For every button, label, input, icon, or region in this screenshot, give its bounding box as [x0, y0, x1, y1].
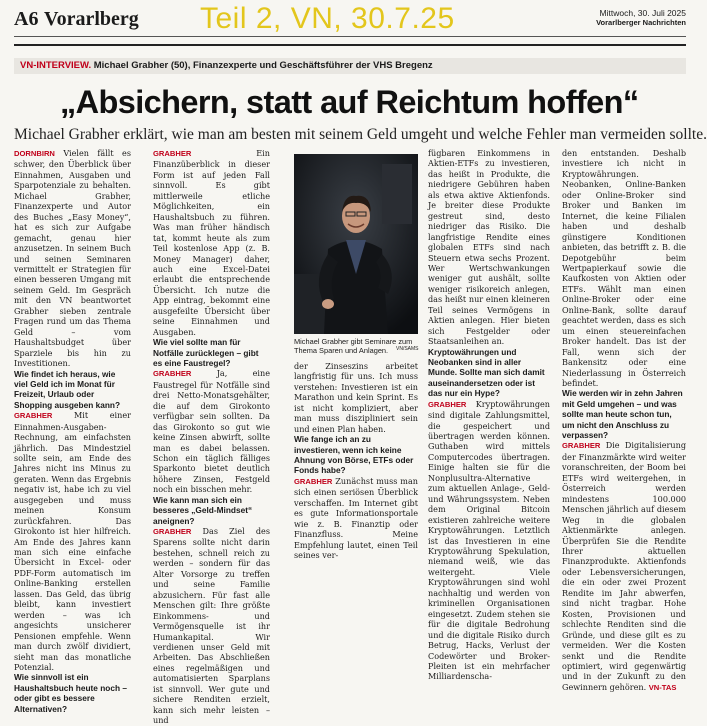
- article-column-4: [428, 148, 550, 682]
- question: Wie sinnvoll ist ein Haushaltsbuch heute noch – oder gibt es bessere Alternativen?: [14, 672, 127, 714]
- answer: Ja, eine Faustregel für Notfälle sind drei Netto-Monatsgehälter, die auf dem Girokonto verfügbar sein sollten. Da das Girokonto so gut wie keine Zinsen abwirft, sollte man es dabei belassen. Schon ein täglich fälliges Sparkonto bietet deutlich höhere Zinsen, Festgeld noch ein bisschen mehr.: [153, 368, 270, 495]
- kicker-bar: [14, 58, 686, 74]
- answer: Das Ziel des Sparens sollte nicht darin bestehen, schnell reich zu werden – sondern für das Alter Vorsorge zu treffen und seine Familie abzusichern. Für fast alle Menschen gilt: Ihre größte Einkommens- und Vermögensquelle ist ihr Humankapital. Wir verdienen unser Geld mit Arbeiten. Das Abschließen eines regelmäßigen und automatisierten Sparplans ist sinnvoll. Wer gute und sichere Renditen erzielt, kann sich mehr leisten – und: [153, 526, 270, 726]
- speaker-label: GRABHER: [428, 399, 467, 409]
- publication-name: Vorarlberger Nachrichten: [596, 18, 686, 27]
- speaker-label: GRABHER: [153, 527, 192, 537]
- answer: Kryptowährungen sind digitale Zahlungsmittel, die gespeichert und übertragen werden können. Guthaben wird mittels Computercodes übertragen. Einige halten sie für die Nonplusultra-Alternative zum aktuellen Anlage-, Geld- und Währungssystem. Neben dem Original Bitcoin existieren zahlreiche weitere Kryptowährungen. Letztlich ist das Investieren in eine Kryptowährung Spekulation, niemand weiß, wie das weitergeht. Viele Kryptowährungen sind wohl nachhaltig und werden von kriminellen Organisationen eingesetzt. Zudem stehen sie für die digitale Bedrohung und die digitale Risiko durch Betrug, Hacks, Verlust der Codewörter und Broker-Pleiten ist ein mehrfacher Milliardenscha-: [428, 398, 550, 682]
- answer: Die Digitalisierung der Finanzmärkte wird weiter voranschreiten, der Boom bei ETFs wird weitergehen, in Österreich werden mindestens 100.000 Menschen jährlich auf diesem Weg in die globalen Aktienmärkte anlegen. Überprüfen Sie die Rendite Ihrer aktuellen Finanzprodukte. Aktienfonds oder Lebensversicherungen, die ein oder zwei Prozent Rendite im Jahr abwerfen, sind nicht tragbar. Hohe Kosten, Provisionen und schlechte Renditen sind die Gründe, und diese gilt es zu vermeiden. Wer die Kosten senkt und die Rendite optimiert, wird gegenwärtig und in der Zukunft zu den Gewinnern gehören.: [562, 440, 686, 692]
- answer: Ein Finanzüberblick in dieser Form ist auf jeden Fall sinnvoll. Es gibt mittlerweile etliche Möglichkeiten, ein Haushaltsbuch zu führen. Was man früher händisch tat, kommt heute als zum Teil kostenlose App (z. B. Money Manager) daher, auch eine Excel-Datei erlaubt die entsprechende Übersicht. Ich nutze die App eintrag, bekommt eine ausgefeilte Übersicht über seine Einnahmen und Ausgaben.: [153, 148, 270, 337]
- question: Kryptowährungen und Neobanken sind in aller Munde. Sollte man sich damit auseinandersetzen oder ist das nur ein Hype?: [428, 346, 545, 399]
- issue-date: Mittwoch, 30. Juli 2025: [599, 8, 686, 18]
- question: Wie findet ich heraus, wie viel Geld ich im Monat für Freizeit, Urlaub oder Shopping ausgeben kann?: [14, 368, 121, 410]
- paragraph: Vielen fällt es schwer, den Überblick über Einnahmen, Ausgaben und Sparpotenziale zu behalten. Michael Grabher, Finanzexperte und Autor des Buches „Easy Money“, hat es sich zur Aufgabe gemacht, genau hier anzusetzen. In seinem Buch und seinen Seminaren vermittelt er Strategien für einen besseren Umgang mit seinem Geld. Im Gespräch mit den VN beantwortet Grabher sieben zentrale Fragen rund um das Thema Geld – vom Haushaltsbudget über Sparziele bis hin zu Investitionen.: [14, 148, 131, 369]
- speaker-label: GRABHER: [294, 476, 333, 486]
- kicker-label: VN-INTERVIEW.: [20, 60, 92, 71]
- paragraph: den entstanden. Deshalb investiere ich nicht in Kryptowährungen. Neobanken, Online-Banken oder Online-Broker sind Broker und Banken im Internet, die keine Filialen haben und deshalb günstigere Konditionen anbieten, das betrifft z. B. die Depotgebühr beim Wertpapierkauf sowie die Kaufkosten von Aktien oder ETFs. Wählt man einen Online-Broker oder eine Online-Bank, sollte darauf geachtet werden, dass es sich um einen steuereinfachen Broker handelt. Das ist der Fall, wenn sich der Bankensitz oder eine Niederlassung in Österreich befindet.: [562, 148, 686, 388]
- speaker-label: GRABHER: [153, 149, 192, 158]
- speaker-photo-image: [294, 154, 418, 334]
- question: Wie werden wir in zehn Jahren mit Geld umgehen – und was sollte man heute schon tun, um nicht den Anschluss zu verpassen?: [562, 388, 683, 441]
- article-column-3: [294, 361, 418, 560]
- photo-credit: VN/SAMS: [396, 346, 419, 352]
- article-column-1: [14, 148, 131, 714]
- handwritten-stamp: Teil 2, VN, 30.7.25: [200, 2, 455, 35]
- question: Wie fange ich an zu investieren, wenn ich keine Ahnung von Börse, ETFs oder Fonds habe?: [294, 434, 414, 476]
- dateline: DORNBIRN: [14, 149, 55, 158]
- author-signoff: VN-TAS: [648, 682, 677, 692]
- article-column-2: [153, 148, 270, 726]
- speaker-label: GRABHER: [562, 441, 601, 451]
- question: Wie kann man sich ein besseres „Geld-Mindset“ aneignen?: [153, 494, 253, 526]
- header-rule: [14, 36, 686, 37]
- page-number: A6: [14, 8, 39, 30]
- subtitle: Michael Grabher erklärt, wie man am besten mit seinem Geld umgeht und welche Fehler man vermeiden sollte.: [14, 126, 707, 143]
- speaker-label: GRABHER: [153, 369, 192, 379]
- answer: Mit einer Einnahmen-Ausgaben-Rechnung, am einfachsten jährlich. Das Mindestziel sollte sein, am Ende des Jahres nicht ins Minus zu geraten. Wenn das Ergebnis negativ ist, habe ich zu viel ausgegeben und muss meinen Konsum zurückfahren. Das Girokonto ist hier hilfreich. Am Ende des Jahres kann man sich eine einfache Übersicht in Excel- oder PDF-Form automatisch im Online-Banking erstellen lassen. Das Geld, das übrig bleibt, kann investiert werden – was ich angesichts unsicherer Pensionen empfehle. Wenn man durch zwölf dividiert, sieht man das monatliche Potenzial.: [14, 410, 131, 673]
- kicker-text: Michael Grabher (50), Finanzexperte und Geschäftsführer der VHS Bregenz: [91, 60, 433, 71]
- photo-caption: Michael Grabher gibt Seminare zum Thema Sparen und Anlagen.: [294, 337, 413, 356]
- section-title: Vorarlberg: [44, 8, 139, 30]
- speaker-label: GRABHER: [14, 411, 53, 421]
- headline: „Absichern, statt auf Reichtum hoffen“: [60, 84, 639, 120]
- answer: Zunächst muss man sich einen seriösen Überblick verschaffen. Im Internet gibt es gute Informationsportale wie z. B. Finanztip oder Finanzfluss. Meine Empfehlung lautet, einen Teil seines ver-: [294, 475, 418, 560]
- header-rule-thick: [14, 44, 686, 46]
- paragraph: fügbaren Einkommens in Aktien-ETFs zu investieren, das heißt in Produkte, die niedrigere Gebühren haben als etwa aktive Aktienfonds. Je breiter diese Produkte gestreut sind, desto niedriger das Risiko. Die langfristige Rendite eines globalen ETFs sind nach Steuern etwa sechs Prozent. Wer Wertschwankungen weniger gut aushält, sollte weniger risikoreich anlegen, das heißt nur einen kleineren Teil seines Vermögens in Aktien anlegen. Hier bieten sich Festgelder oder Staatsanleihen an.: [428, 148, 550, 347]
- speaker-photo: [294, 154, 418, 334]
- article-column-5: [562, 148, 686, 692]
- question: Wie viel sollte man für Notfälle zurücklegen – gibt es eine Faustregel?: [153, 337, 259, 368]
- paragraph: der Zinseszins arbeitet langfristig für uns. Ich muss verstehen: Investieren ist ein Marathon und kein Sprint. Es ist nicht kompliziert, aber man muss diszipliniert sein und einen Plan haben.: [294, 361, 418, 434]
